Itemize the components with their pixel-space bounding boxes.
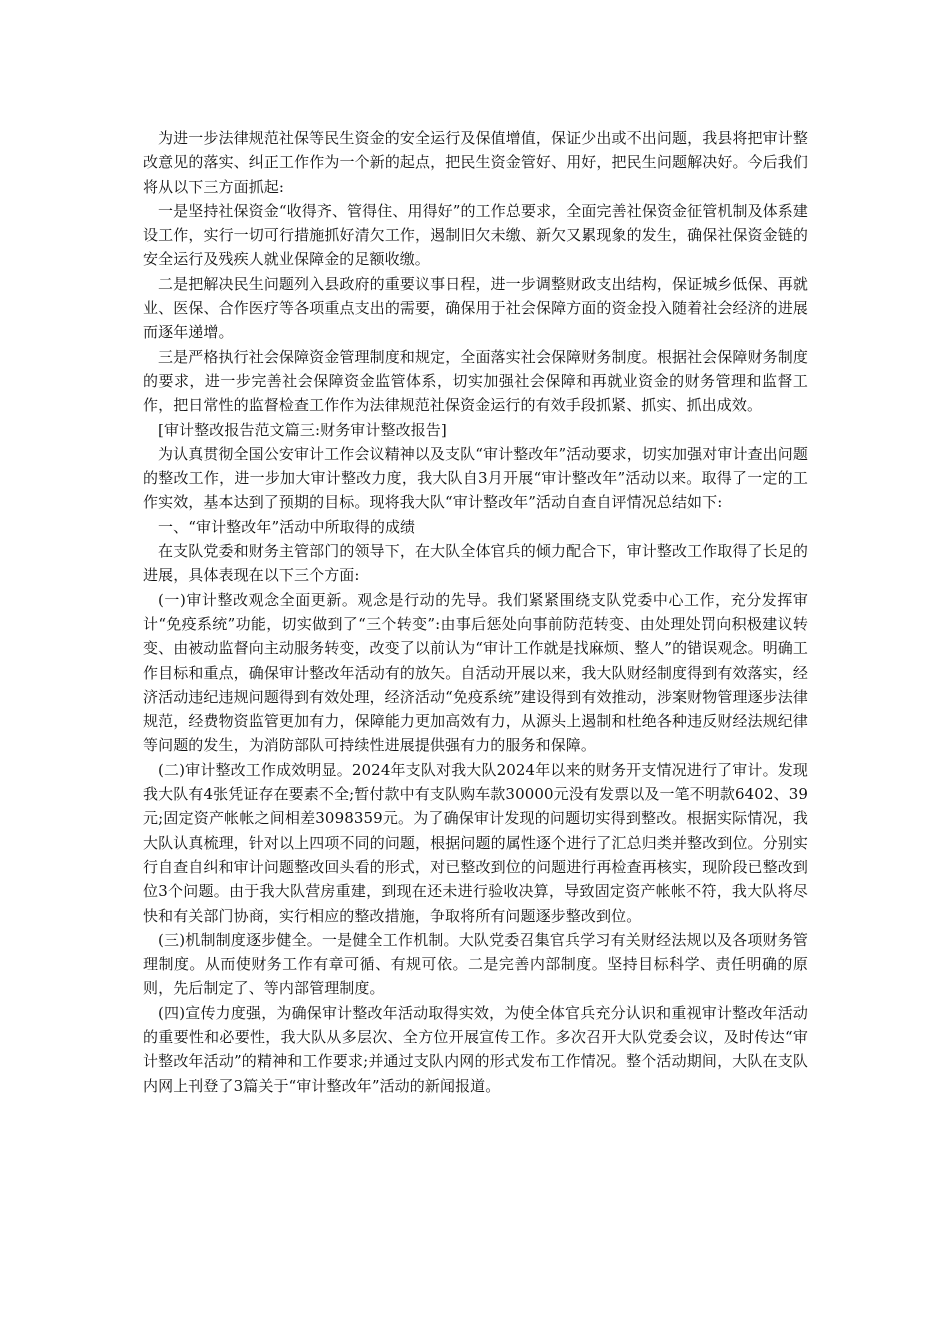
subheading-achievements: 一、“审计整改年”活动中所取得的成绩 (158, 517, 416, 536)
paragraph-item-four: (四)宣传力度强，为确保审计整改年活动取得实效，为使全体官兵充分认识和重视审计整改年活动的重要性和必要性，我大队从多层次、全方位开展宣传工作。多次召开大队党委会议，及时传达“审计整改年活动”的精神和工作要求;并通过支队内网的形式发布工作情况。整个活动期间，大队在支队内网上刊登了3篇关于“审计整改年”活动的新闻报道。 (143, 1003, 808, 1095)
paragraph-achievements-intro: 在支队党委和财务主管部门的领导下，在大队全体官兵的倾力配合下，审计整改工作取得了长足的进展，具体表现在以下三个方面: (143, 542, 808, 585)
section-heading: [审计整改报告范文篇三:财务审计整改报告] (158, 420, 447, 439)
paragraph-point-one: 一是坚持社保资金“收得齐、管得住、用得好”的工作总要求，全面完善社保资金征管机制及体系建设工作，实行一切可行措施抓好清欠工作，遏制旧欠未缴、新欠又累现象的发生，确保社保资金链的安全运行及残疾人就业保障金的足额收缴。 (143, 201, 808, 269)
paragraph-item-three: (三)机制制度逐步健全。一是健全工作机制。大队党委召集官兵学习有关财经法规以及各项财务管理制度。从而使财务工作有章可循、有规可依。二是完善内部制度。坚持目标科学、责任明确的原则，先后制定了、等内部管理制度。 (143, 930, 808, 998)
paragraph-intro: 为进一步法律规范社保等民生资金的安全运行及保值增值，保证少出或不出问题，我县将把审计整改意见的落实、纠正工作作为一个新的起点，把民生资金管好、用好，把民生问题解决好。今后我们将从以下三方面抓起: (143, 129, 808, 196)
document-body (143, 126, 808, 1098)
paragraph-summary-intro: 为认真贯彻全国公安审计工作会议精神以及支队“审计整改年”活动要求，切实加强对审计查出问题的整改工作，进一步加大审计整改力度，我大队自3月开展“审计整改年”活动以来。取得了一定的工作实效，基本达到了预期的目标。现将我大队“审计整改年”活动自查自评情况总结如下: (143, 444, 808, 512)
paragraph-point-three: 三是严格执行社会保障资金管理制度和规定，全面落实社会保障财务制度。根据社会保障财务制度的要求，进一步完善社会保障资金监管体系，切实加强社会保障和再就业资金的财务管理和监督工作，把日常性的监督检查工作作为法律规范社保资金运行的有效手段抓紧、抓实、抓出成效。 (143, 347, 808, 415)
paragraph-item-two: (二)审计整改工作成效明显。2024年支队对我大队2024年以来的财务开支情况进行了审计。发现我大队有4张凭证存在要素不全;暂付款中有支队购车款30000元没有发票以及一笔不明款6402、39元;固定资产帐帐之间相差3098359元。为了确保审计发现的问题切实得到整改。根据实际情况，我大队认真梳理，针对以上四项不同的问题，根据问题的属性逐个进行了汇总归类并整改到位。分别实行自查自纠和审计问题整改回头看的形式，对已整改到位的问题进行再检查再核实，现阶段已整改到位3个问题。由于我大队营房重建，到现在还未进行验收决算，导致固定资产帐帐不符，我大队将尽快和有关部门协商，实行相应的整改措施，争取将所有问题逐步整改到位。 (143, 760, 808, 925)
paragraph-item-one: (一)审计整改观念全面更新。观念是行动的先导。我们紧紧围绕支队党委中心工作，充分发挥审计“免疫系统”功能，切实做到了“三个转变”:由事后惩处向事前防范转变、由处理处罚向积极建议转变、由被动监督向主动服务转变，改变了以前认为“审计工作就是找麻烦、整人”的错误观念。明确工作目标和重点，确保审计整改年活动有的放矢。自活动开展以来，我大队财经制度得到有效落实，经济活动违纪违规问题得到有效处理，经济活动“免疫系统”建设得到有效推动，涉案财物管理逐步法律规范，经费物资监管更加有力，保障能力更加高效有力，从源头上遏制和杜绝各种违反财经法规纪律等问题的发生，为消防部队可持续性进展提供强有力的服务和保障。 (143, 590, 808, 755)
paragraph-point-two: 二是把解决民生问题列入县政府的重要议事日程，进一步调整财政支出结构，保证城乡低保、再就业、医保、合作医疗等各项重点支出的需要，确保用于社会保障方面的资金投入随着社会经济的进展而逐年递增。 (143, 274, 808, 342)
